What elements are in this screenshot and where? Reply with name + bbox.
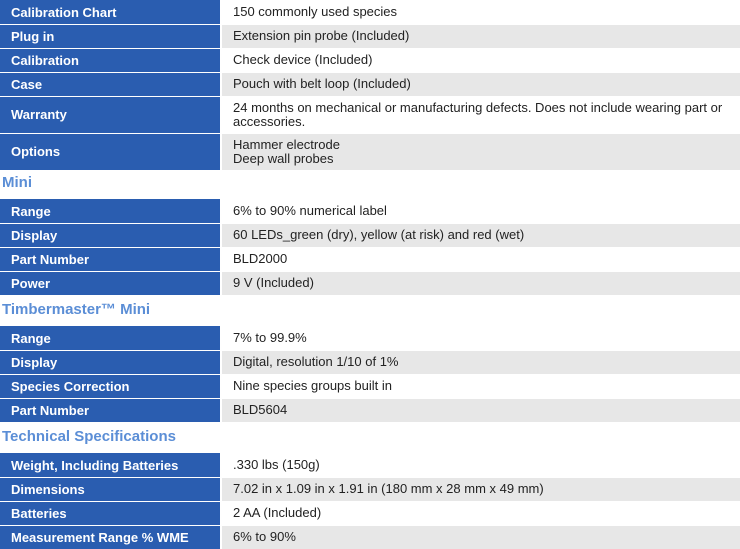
row-value: Digital, resolution 1/10 of 1% (222, 350, 740, 374)
row-label: Warranty (0, 96, 222, 133)
row-value: .330 lbs (150g) (222, 453, 740, 477)
row-value: 9 V (Included) (222, 271, 740, 295)
row-label: Measurement Range % WME (0, 525, 222, 549)
table-row (0, 374, 740, 398)
row-label: Display (0, 350, 222, 374)
row-divider (0, 72, 740, 73)
row-value: 7% to 99.9% (222, 326, 740, 350)
row-label: Display (0, 223, 222, 247)
row-divider (0, 223, 740, 224)
table-row (0, 96, 740, 133)
table-row (0, 271, 740, 295)
row-value (222, 133, 740, 170)
option-line: Hammer electrode (233, 136, 340, 152)
row-label: Calibration (0, 48, 222, 72)
table-row (0, 48, 740, 72)
table-row (0, 398, 740, 422)
table-row (0, 0, 740, 24)
row-label: Part Number (0, 247, 222, 271)
row-divider (0, 398, 740, 399)
table-row (0, 477, 740, 501)
row-label: Power (0, 271, 222, 295)
row-value: Check device (Included) (222, 48, 740, 72)
table-row (0, 247, 740, 271)
row-value: 24 months on mechanical or manufacturing defects. Does not include wearing part or accessories. (222, 96, 740, 133)
row-divider (0, 247, 740, 248)
row-value: 6% to 90% (222, 525, 740, 549)
table-row (0, 133, 740, 170)
row-value: Nine species groups built in (222, 374, 740, 398)
row-value: 6% to 90% numerical label (222, 199, 740, 223)
table-row (0, 525, 740, 549)
row-divider (0, 133, 740, 134)
table-row (0, 223, 740, 247)
table-row (0, 453, 740, 477)
row-divider (0, 48, 740, 49)
row-label: Calibration Chart (0, 0, 222, 24)
row-value: 2 AA (Included) (222, 501, 740, 525)
row-value: BLD2000 (222, 247, 740, 271)
row-divider (0, 24, 740, 25)
table-row (0, 72, 740, 96)
option-line: Deep wall probes (233, 150, 334, 166)
row-label: Dimensions (0, 477, 222, 501)
row-label: Range (0, 326, 222, 350)
row-label: Weight, Including Batteries (0, 453, 222, 477)
row-divider (0, 271, 740, 272)
row-label: Range (0, 199, 222, 223)
row-value: 7.02 in x 1.09 in x 1.91 in (180 mm x 28 mm x 49 mm) (222, 477, 740, 501)
row-label: Case (0, 72, 222, 96)
row-label: Options (0, 133, 222, 170)
row-label: Species Correction (0, 374, 222, 398)
table-row (0, 501, 740, 525)
row-divider (0, 525, 740, 526)
row-value: Pouch with belt loop (Included) (222, 72, 740, 96)
row-divider (0, 477, 740, 478)
section-heading: Mini (2, 174, 32, 191)
row-label: Plug in (0, 24, 222, 48)
row-divider (0, 374, 740, 375)
table-row (0, 24, 740, 48)
table-row (0, 199, 740, 223)
row-divider (0, 350, 740, 351)
section-heading: Timbermaster™ Mini (2, 301, 151, 318)
row-value: 150 commonly used species (222, 0, 740, 24)
table-row (0, 350, 740, 374)
row-label: Batteries (0, 501, 222, 525)
table-row (0, 326, 740, 350)
section-heading: Technical Specifications (2, 428, 176, 445)
row-value: BLD5604 (222, 398, 740, 422)
row-label: Part Number (0, 398, 222, 422)
row-divider (0, 501, 740, 502)
row-divider (0, 96, 740, 97)
row-value: 60 LEDs_green (dry), yellow (at risk) and red (wet) (222, 223, 740, 247)
row-value: Extension pin probe (Included) (222, 24, 740, 48)
